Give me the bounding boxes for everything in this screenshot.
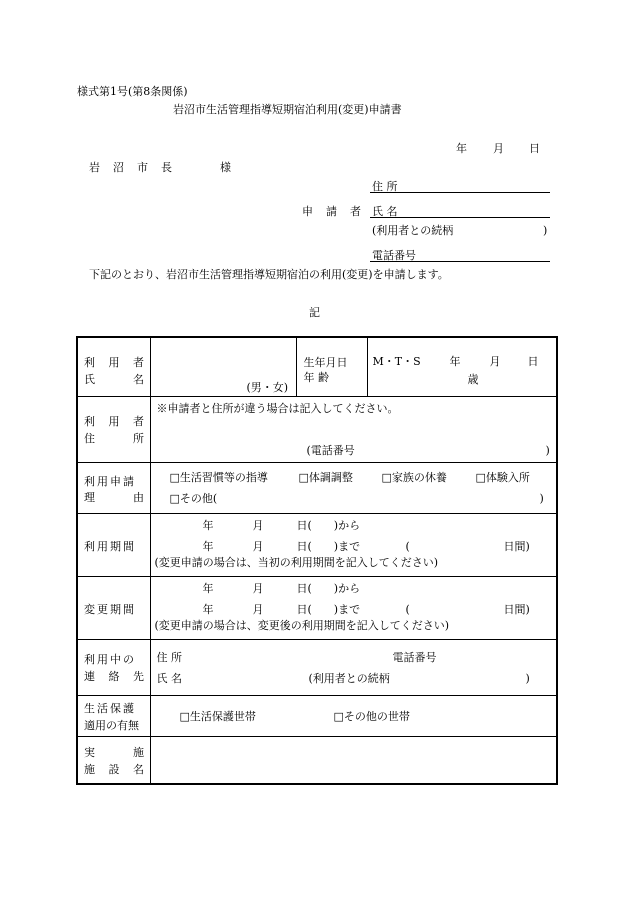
applicant-relation-label: (利用者との続柄 [372,224,454,237]
applicant-address-label: 住 所 [372,180,398,193]
label-char: 名 [133,762,144,776]
applicant-label-char: 申 [302,205,313,218]
label-reason [77,462,150,513]
addressee-char: 長 [161,161,172,174]
addressee-honorific: 様 [220,161,231,174]
row-facility [77,736,557,784]
applicant-phone-label: 電話番号 [372,249,416,262]
field-facility[interactable] [150,736,557,784]
application-table [76,336,558,785]
change-to-month: 月 [252,602,264,616]
label-char: 者 [133,414,144,428]
period-days-open: ( [405,539,410,553]
label-char: 名 [133,373,144,386]
dob-day: 日 [527,355,539,368]
period-from-month: 月 [252,518,264,532]
field-reason [150,462,557,513]
period-to-day: 日( )まで [296,539,361,553]
label-char: 者 [133,356,144,369]
label-char: 理 [84,490,95,504]
period-to-month: 月 [252,539,264,553]
row-contact [77,639,557,695]
label-char: 氏 [84,373,95,386]
reason-label-a: 利用申請 [84,474,136,488]
period-days: 日間) [503,539,530,553]
addressee-char: 沼 [113,161,124,174]
change-from-year: 年 [202,581,214,595]
label-char: 利 [84,356,95,369]
field-dob-age[interactable] [367,337,557,396]
row-reason [77,462,557,513]
row-user-name [77,337,557,396]
age-unit: 歳 [467,373,479,386]
change-from-month: 月 [252,581,264,595]
address-phone-label: (電話番号 [306,443,355,457]
field-period[interactable] [150,513,557,576]
age-label: 年 齢 [303,371,329,384]
welfare-label-b: 適用の有無 [84,718,139,732]
row-period [77,513,557,576]
label-char: 絡 [108,669,120,683]
welfare-label-a: 生活保護 [84,701,136,715]
change-to-day: 日( )まで [296,602,361,616]
reason-checkbox-health[interactable]: □体調調整 [298,470,353,484]
change-period-label: 変更期間 [84,602,136,616]
period-from-day: 日( )から [296,518,361,532]
field-welfare [150,695,557,736]
dob-label: 生年月日 [303,356,348,369]
label-char: 用 [108,356,120,369]
date-month: 月 [493,142,504,155]
date-year: 年 [456,142,467,155]
field-user-name[interactable] [150,337,296,396]
label-char: 実 [84,745,95,759]
contact-relation-close: ) [525,671,530,685]
form-title: 岩沼市生活管理指導短期宿泊利用(変更)申請書 [173,103,402,116]
reason-checkbox-other[interactable]: □その他( [169,491,218,505]
welfare-checkbox-protected[interactable]: □生活保護世帯 [179,709,256,723]
contact-relation-label: (利用者との続柄 [308,671,390,685]
label-char: 施 [84,762,95,776]
label-char: 所 [133,431,144,445]
label-char: 連 [84,669,95,683]
applicant-relation-close: ) [543,224,548,237]
applicant-label-char: 請 [326,205,337,218]
label-char: 利 [84,414,95,428]
reason-other-close: ) [539,491,544,505]
applicant-address-line[interactable] [370,192,550,193]
change-days-open: ( [405,602,410,616]
applicant-name-label: 氏 名 [372,205,398,218]
address-note: ※申請者と住所が違う場合は記入してください。 [156,401,399,415]
ki-heading: 記 [309,306,320,319]
addressee-char: 市 [137,161,148,174]
period-to-year: 年 [202,539,214,553]
label-dob-age [296,337,367,396]
label-char: 住 [84,431,95,445]
contact-phone-label: 電話番号 [392,650,437,664]
label-char: 先 [133,669,144,683]
reason-checkbox-trial[interactable]: □体験入所 [475,470,530,484]
addressee-char: 岩 [89,161,100,174]
applicant-phone-line[interactable] [370,261,550,262]
period-note: (変更申請の場合は、当初の利用期間を記入してください) [154,555,439,569]
label-period [77,513,150,576]
field-user-address[interactable] [150,396,557,462]
period-from-year: 年 [202,518,214,532]
label-welfare [77,695,150,736]
form-number: 様式第1号(第8条関係) [77,85,188,98]
label-change-period [77,576,150,639]
label-char: 設 [108,762,120,776]
date-day: 日 [529,142,540,155]
label-user-name [77,337,150,396]
applicant-label-char: 者 [350,205,361,218]
change-period-note: (変更申請の場合は、変更後の利用期間を記入してください) [154,618,450,632]
reason-checkbox-family-rest[interactable]: □家族の休養 [381,470,447,484]
contact-name-label: 氏 名 [156,671,182,685]
label-char: 施 [133,745,144,759]
change-days: 日間) [503,602,530,616]
applicant-name-line[interactable] [370,217,550,218]
welfare-checkbox-other[interactable]: □その他の世帯 [333,709,410,723]
change-from-day: 日( )から [296,581,361,595]
field-change-period[interactable] [150,576,557,639]
label-user-address [77,396,150,462]
intro-text: 下記のとおり、岩沼市生活管理指導短期宿泊の利用(変更)を申請します。 [89,268,449,281]
era-options[interactable]: M・T・S [372,355,421,368]
dob-year: 年 [449,355,461,368]
label-char: 由 [133,490,144,504]
label-char: 用 [108,414,120,428]
period-label: 利用期間 [84,539,136,553]
change-to-year: 年 [202,602,214,616]
row-change-period [77,576,557,639]
row-user-address [77,396,557,462]
row-welfare [77,695,557,736]
label-contact [77,639,150,695]
address-phone-close: ) [545,443,550,457]
dob-month: 月 [489,355,501,368]
field-contact[interactable] [150,639,557,695]
label-facility [77,736,150,784]
contact-address-label: 住 所 [156,650,182,664]
contact-label-a: 利用中の [84,652,136,666]
reason-checkbox-lifestyle[interactable]: □生活習慣等の指導 [169,470,268,484]
sex-options[interactable]: (男・女) [246,381,289,394]
